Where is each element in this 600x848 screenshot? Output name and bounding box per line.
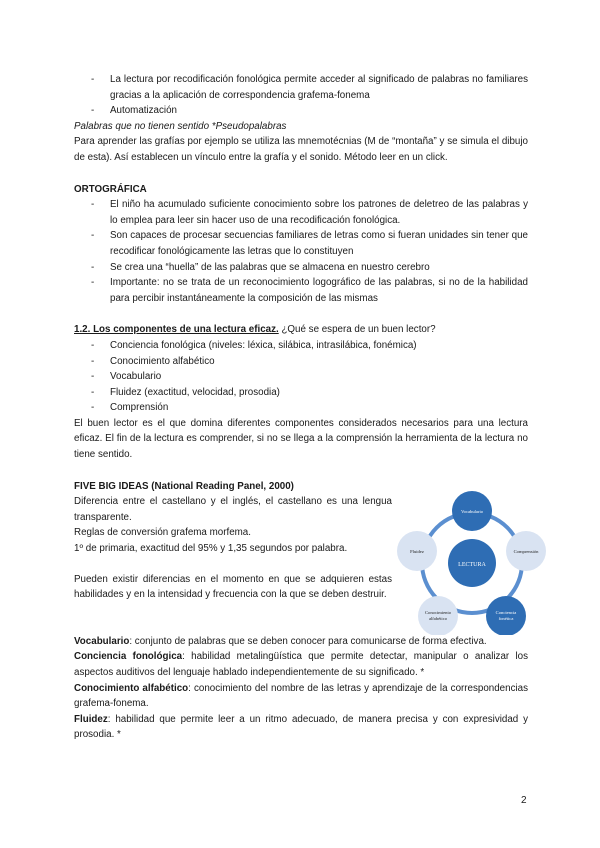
center-label: LECTURA (458, 561, 486, 568)
list-item: - Conciencia fonológica (niveles: léxica, silábica, intrasilábica, fonémica) (74, 338, 528, 354)
node-label: fonética (498, 615, 514, 621)
definition-conciencia (74, 649, 528, 680)
definition-text: : conocimiento del nombre de las letras y aprendizaje de la correspondencias grafema-fonema. (74, 682, 529, 710)
list-item: - Comprensión (74, 400, 528, 416)
componentes-heading: 1.2. Los componentes de una lectura eficaz. (74, 324, 279, 336)
componentes-paragraph: El buen lector es el que domina diferentes componentes considerados necesarios para una lectura eficaz. El fin de la lectura es comprender, si no se llega a la comprensión la herramienta de la lectura no tiene sentido. (74, 417, 528, 461)
definition-text: : habilidad metalingüística que permite detectar, manipular o analizar los aspectos auditivos del lenguaje hablado independientemente de su significado. * (74, 651, 528, 678)
definition-conocimiento (74, 681, 528, 712)
definition-term: Conciencia fonológica (74, 651, 183, 663)
five-big-ideas-diagram (396, 489, 546, 635)
componentes-list (74, 338, 528, 416)
ortografica-heading: ORTOGRÁFICA (74, 183, 147, 195)
big-ideas-p1: Diferencia entre el castellano y el inglés, el castellano es una lengua transparente. (74, 496, 392, 523)
node-label: Vocabulario (460, 508, 484, 514)
node-label: Conciencia (495, 609, 517, 615)
definition-term: Vocabulario (74, 635, 130, 647)
list-item: - La lectura por recodificación fonológica permite acceder al significado de palabras no familiares gracias a la aplicación de correspondencia grafema-fonema (74, 72, 528, 103)
node-label: alfabético (428, 615, 448, 621)
componentes-question: ¿Qué se espera de un buen lector? (278, 324, 436, 336)
list-item: - El niño ha acumulado suficiente conocimiento sobre los patrones de deletreo de las palabras y lo emplea para leer sin hacer uso de una recodificación fonológica. (74, 197, 528, 228)
list-item: - Vocabulario (74, 369, 528, 385)
definitions (74, 634, 528, 743)
list-item: - Son capaces de procesar secuencias familiares de letras como si fueran unidades sin tener que recodificar fonológicamente las letras que lo constituyen (74, 228, 528, 259)
definition-fluidez (74, 712, 528, 743)
big-ideas-p2: Reglas de conversión grafema morfema. (74, 527, 251, 539)
node-label: Comprensión (513, 548, 539, 554)
big-ideas-p4: Pueden existir diferencias en el momento en que se adquieren estas habilidades y en la intensidad y frecuencia con la que se deben destruir. (74, 573, 392, 601)
ortografica-list (74, 197, 528, 306)
page-number: 2 (521, 795, 527, 806)
definition-text: : habilidad que permite leer a un ritmo adecuado, de manera precisa y con expresividad y prosodia. * (74, 713, 528, 741)
definition-term: Conocimiento alfabético (74, 682, 189, 694)
list-item: - Importante: no se trata de un reconocimiento logográfico de las palabras, si no de la habilidad para percibir instantáneamente la composición de las mismas (74, 275, 528, 306)
pseudo-paragraph: Para aprender las grafías por ejemplo se utiliza las mnemotécnias (M de “montaña” y se simula el dibujo de esta). Así establecen un vínculo entre la grafía y el sonido. Método leer en un click. (74, 136, 528, 163)
definition-text: : conjunto de palabras que se deben conocer para comunicarse de forma efectiva. (129, 635, 487, 647)
node-label: Fluidez (410, 548, 424, 554)
pseudo-heading: Palabras que no tienen sentido *Pseudopalabras (74, 120, 287, 132)
big-ideas-p3: 1º de primaria, exactitud del 95% y 1,35 segundos por palabra. (74, 543, 348, 555)
list-item: - Automatización (74, 103, 528, 119)
list-item: - Se crea una “huella” de las palabras que se almacena en nuestro cerebro (74, 260, 528, 276)
page-content (74, 72, 539, 743)
node-label: Conocimiento (424, 609, 452, 615)
definition-vocabulario (74, 634, 528, 650)
list-item: - Conocimiento alfabético (74, 354, 528, 370)
intro-list (74, 72, 528, 119)
list-item: - Fluidez (exactitud, velocidad, prosodia) (74, 385, 528, 401)
big-ideas-heading: FIVE BIG IDEAS (National Reading Panel, 2000) (74, 480, 294, 492)
big-ideas-section (74, 479, 539, 621)
definition-term: Fluidez (74, 713, 108, 725)
componentes-heading-line (74, 322, 528, 338)
